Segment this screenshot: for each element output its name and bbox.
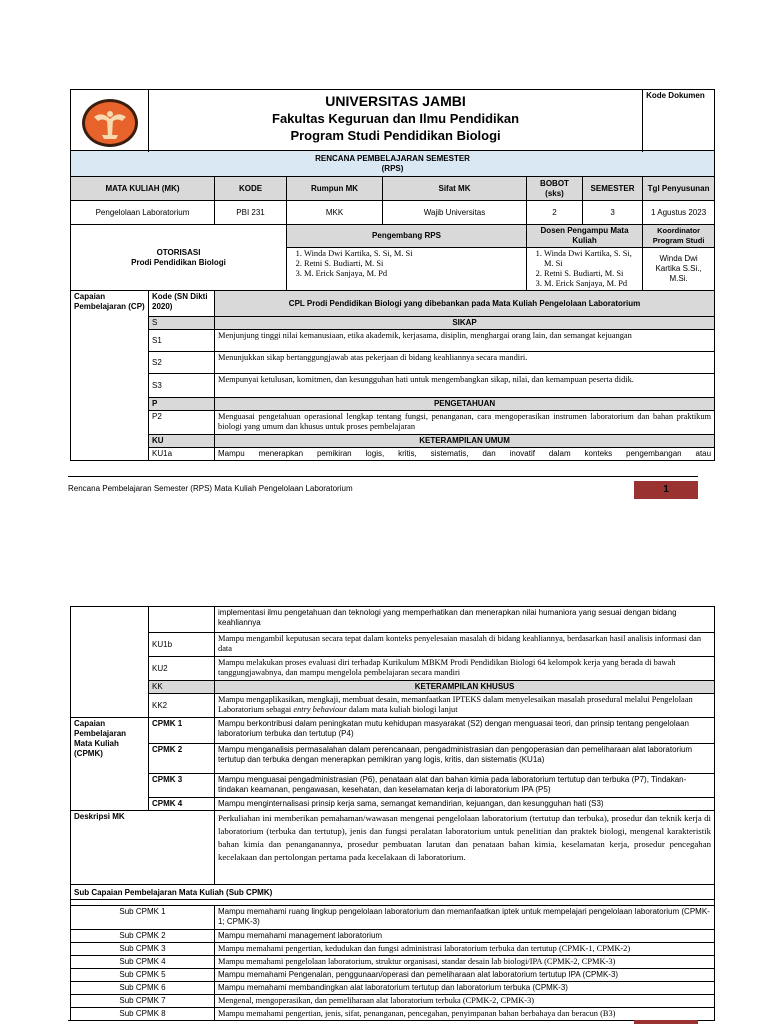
rps-page-1 [70, 89, 714, 461]
course-name: Pengelolaan Laboratorium [71, 201, 215, 225]
developer-list [287, 248, 527, 291]
lecturer-item: 3. M. Erick Sanjaya, M. Pd [544, 279, 639, 289]
rps-content-table [70, 606, 715, 1021]
developer-item: 2. Retni S. Budiarti, M. Si [304, 259, 523, 269]
cp-code-ku1a-cont [149, 607, 215, 633]
footer-text: Rencana Pembelajaran Semester (RPS) Mata Kuliah Pengelolaan Laboratorium [68, 484, 353, 493]
cpmk-label: Capaian Pembelajaran Mata Kuliah (CPMK) [71, 718, 149, 811]
page-2-bottom-badge [634, 1020, 698, 1024]
lecturer-item: 1. Winda Dwi Kartika, S. Si, M. Si [544, 249, 639, 269]
institution-title [149, 90, 643, 151]
kk2-text-b: dalam mata kuliah biologi lanjut [348, 705, 458, 714]
description-label: Deskripsi MK [71, 811, 215, 885]
rps-page-2 [70, 606, 714, 1021]
sub-cpmk-code: Sub CPMK 7 [71, 995, 215, 1008]
cp-text-ku2: Mampu melakukan proses evaluasi diri terhadap Kurikulum MBKM Prodi Pendidikan Biologi 64 kelompok kerja yang berada di bawah tanggungjawabnya, dan mampu mengelola pembelajaran secara mandiri [215, 657, 715, 681]
pengetahuan-title: PENGETAHUAN [215, 398, 715, 411]
course-header-cluster: Rumpun MK [287, 177, 383, 201]
kk2-text-a: Mampu mengaplikasikan, mengkaji, membuat desain, memanfaatkan IPTEKS dalam menyelesaikan masalah prosedural melalui Pengelolaan Laboratorium sebagai [218, 695, 693, 714]
cp-text-s1: Menjunjung tinggi nilai kemanusiaan, etika akademik, kerjasama, disiplin, menghargai orang lain, dan semangat kejuangan [215, 330, 715, 352]
course-header-semester: SEMESTER [583, 177, 643, 201]
page-number-badge: 1 [634, 481, 698, 499]
cpmk-code: CPMK 3 [149, 774, 215, 798]
cp-text-s3: Mempunyai ketulusan, komitmen, dan kesungguhan hati untuk mengembangkan sikap, nilai, dan kemampuan peserta didik. [215, 374, 715, 398]
course-date: 1 Agustus 2023 [643, 201, 715, 225]
sikap-title: SIKAP [215, 317, 715, 330]
cp-text-s2: Menunjukkan sikap bertanggungjawab atas pekerjaan di bidang keahliannya secara mandiri. [215, 352, 715, 374]
lecturer-list [527, 248, 643, 291]
course-header-date: Tgl Penyusunan [643, 177, 715, 201]
sub-cpmk-code: Sub CPMK 1 [71, 906, 215, 930]
sub-cpmk-text: Mengenal, mengoperasikan, dan pemeliharaan alat laboratorium terbuka (CPMK-2, CPMK-3) [215, 995, 715, 1008]
sub-cpmk-code: Sub CPMK 5 [71, 969, 215, 982]
cp-text-ku1a-cont: implementasi ilmu pengetahuan dan teknologi yang memperhatikan dan menerapkan nilai humaniora yang sesuai dengan bidang keahliannya [215, 607, 715, 633]
sub-cpmk-code: Sub CPMK 4 [71, 956, 215, 969]
cpmk-code: CPMK 4 [149, 798, 215, 811]
sub-cpmk-text: Mampu memahami membandingkan alat laboratorium tertutup dan laboratorium terbuka (CPMK-3) [215, 982, 715, 995]
cp-code-header: Kode (SN Dikti 2020) [149, 291, 215, 317]
kk-code: KK [149, 681, 215, 694]
logo-cell [71, 90, 149, 151]
course-credits: 2 [527, 201, 583, 225]
sub-cpmk-text: Mampu memahami pengertian, kedudukan dan fungsi administrasi laboratorium terbuka dan tertutup (CPMK-1, CPMK-2) [215, 943, 715, 956]
authorization-label: OTORISASI [156, 247, 201, 257]
course-header-nature: Sifat MK [383, 177, 527, 201]
sub-cpmk-code: Sub CPMK 2 [71, 930, 215, 943]
sub-cpmk-code: Sub CPMK 6 [71, 982, 215, 995]
kk2-text-em: entry behaviour [293, 705, 347, 714]
sub-cpmk-text: Mampu memahami pengelolaan laboratorium, struktur organisasi, standar desain lab biologi/IPA (CPMK-2, CPMK-3) [215, 956, 715, 969]
rps-title: RENCANA PEMBELAJARAN SEMESTER [315, 153, 470, 163]
cp-code-kk2: KK2 [149, 694, 215, 718]
page-2-bottom-rule [68, 1020, 698, 1021]
cp-continued-cell [71, 607, 149, 718]
cp-text-kk2 [215, 694, 715, 718]
course-code: PBI 231 [215, 201, 287, 225]
cpl-header: CPL Prodi Pendidikan Biologi yang dibebankan pada Mata Kuliah Pengelolaan Laboratorium [215, 291, 715, 317]
cp-label: Capaian Pembelajaran (CP) [71, 291, 149, 461]
course-header-credits: BOBOT (sks) [527, 177, 583, 201]
cpmk-code: CPMK 1 [149, 718, 215, 744]
document-code: Kode Dokumen [643, 90, 715, 151]
university-emblem-icon [80, 97, 140, 149]
program-name: Program Studi Pendidikan Biologi [290, 128, 501, 143]
sub-cpmk-text: Mampu memahami Pengenalan, penggunaan/operasi dan pemeliharaan alat laboratorium tertutup IPA (CPMK-3) [215, 969, 715, 982]
description-text: Perkuliahan ini memberikan pemahaman/wawasan mengenai pengelolaan laboratorium (tertutup dan terbuka), prosedur dan teknik kerja di laboratorium (terbuka dan tertutup), jenis dan fungsi peralatan laboratorium untuk penelitian dan praktek biologi, mengenal karakteristik bahan kimia dan penanganannya, prosedur pembuatan larutan dan penataan bahan kimia, keselamatan kerja, prosedur pencegahan kecelakaan dan pertolongan pertama pada kecelakaan di laboratorium. [215, 811, 715, 885]
cp-code-ku1b: KU1b [149, 633, 215, 657]
cpmk-text: Mampu menginternalisasi prinsip kerja sama, semangat kemandirian, kejuangan, dan kesungguhan hati (S3) [215, 798, 715, 811]
ku-code: KU [149, 435, 215, 448]
course-semester: 3 [583, 201, 643, 225]
rps-title-bar [71, 151, 715, 177]
sub-cpmk-code: Sub CPMK 8 [71, 1008, 215, 1021]
sub-cpmk-text: Mampu memahami pengertian, jenis, sifat, penanganan, pencegahan, penyimpanan bahan berbahaya dan beracun (B3) [215, 1008, 715, 1021]
course-cluster: MKK [287, 201, 383, 225]
coordinator-name: Winda Dwi Kartika S.Si., M.Si. [643, 248, 715, 291]
sub-cpmk-text: Mampu memahami ruang lingkup pengelolaan laboratorium dan memanfaatkan iptek untuk mempelajari pengelolaan laboratorium (CPMK-1; CPMK-3) [215, 906, 715, 930]
cp-code-ku2: KU2 [149, 657, 215, 681]
cpmk-text: Mampu menguasai pengadministrasian (P6), penataan alat dan bahan kimia pada laboratorium tertutup dan terbuka (P7), Tindakan-tindakan keamanan, pengawasan, kesehatan, dan keselamatan kerja di laboratorium IPA (P5) [215, 774, 715, 798]
cp-text-p2: Menguasai pengetahuan operasional lengkap tentang fungsi, penanganan, cara mengoperasikan instrumen laboratorium dan bahan praktikum biologi yang umum dan khusus untuk proses pembelajaran [215, 411, 715, 435]
cp-text-ku1a: Mampu menerapkan pemikiran logis, kritis, sistematis, dan inovatif dalam konteks pengembangan atau [215, 448, 715, 461]
sub-cpmk-header: Sub Capaian Pembelajaran Mata Kuliah (Sub CPMK) [71, 885, 715, 900]
rps-header-table [70, 89, 715, 461]
course-header-name: MATA KULIAH (MK) [71, 177, 215, 201]
authorization-program: Prodi Pendidikan Biologi [131, 257, 226, 267]
course-header-code: KODE [215, 177, 287, 201]
developer-header: Pengembang RPS [287, 225, 527, 248]
faculty-name: Fakultas Keguruan dan Ilmu Pendidikan [272, 111, 520, 126]
authorization-cell [71, 225, 287, 291]
sikap-code: S [149, 317, 215, 330]
coordinator-header: Koordinator Program Studi [643, 225, 715, 248]
cpmk-text: Mampu menganalisis permasalahan dalam perencanaan, pengadministrasian dan pengoperasian dan pemeliharaan alat laboratorium tertutup dan terbuka dengan menerapkan pemikiran yang logis, kritis, dan sistematis (KU1a) [215, 744, 715, 774]
cp-code-ku1a: KU1a [149, 448, 215, 461]
university-name: UNIVERSITAS JAMBI [325, 93, 466, 109]
sub-cpmk-code: Sub CPMK 3 [71, 943, 215, 956]
cpmk-text: Mampu berkontribusi dalam peningkatan mutu kehidupan masyarakat (S2) dengan menguasai teori, dan prinsip tentang pengelolaan laboratorium terbuka dan tertutup (P4) [215, 718, 715, 744]
pengetahuan-code: P [149, 398, 215, 411]
developer-item: 1. Winda Dwi Kartika, S. Si, M. Si [304, 249, 523, 259]
cp-code-s3: S3 [149, 374, 215, 398]
cpmk-code: CPMK 2 [149, 744, 215, 774]
ku-title: KETERAMPILAN UMUM [215, 435, 715, 448]
lecturer-item: 2. Retni S. Budiarti, M. Si [544, 269, 639, 279]
cp-code-s1: S1 [149, 330, 215, 352]
lecturer-header: Dosen Pengampu Mata Kuliah [527, 225, 643, 248]
page-footer [68, 476, 698, 499]
cp-text-ku1b: Mampu mengambil keputusan secara tepat dalam konteks penyelesaian masalah di bidang keahliannya, berdasarkan hasil analisis informasi dan data [215, 633, 715, 657]
rps-abbr: (RPS) [381, 163, 404, 173]
cp-code-s2: S2 [149, 352, 215, 374]
kk-title: KETERAMPILAN KHUSUS [215, 681, 715, 694]
developer-item: 3. M. Erick Sanjaya, M. Pd [304, 269, 523, 279]
sub-cpmk-text: Mampu memahami management laboratorium [215, 930, 715, 943]
course-nature: Wajib Universitas [383, 201, 527, 225]
cp-code-p2: P2 [149, 411, 215, 435]
